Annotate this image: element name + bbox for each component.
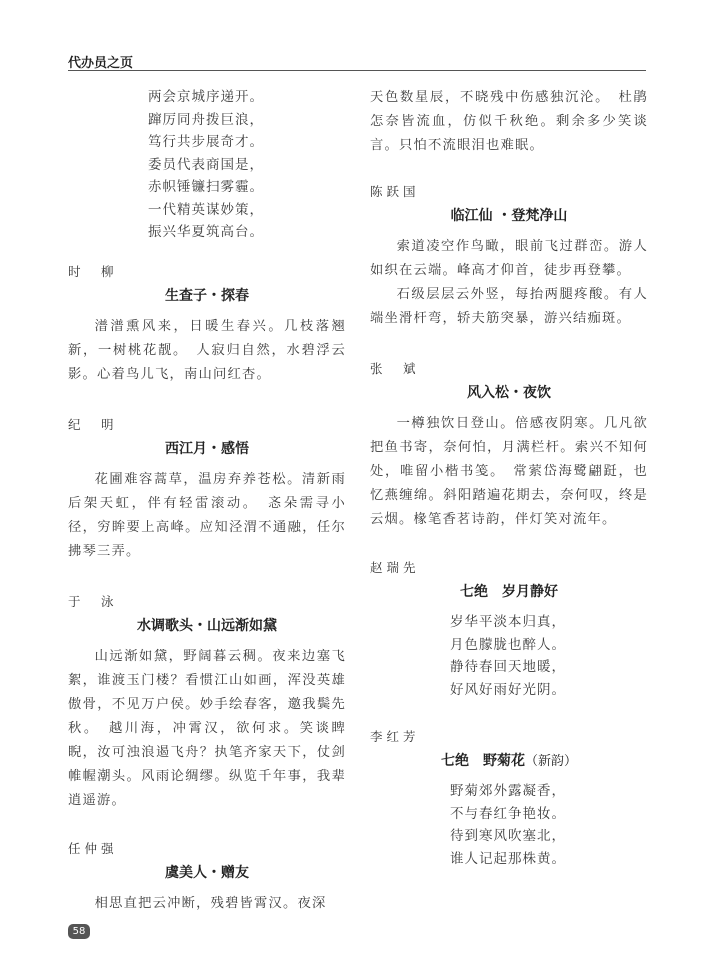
right-column [370, 86, 648, 870]
poem-body [68, 892, 346, 916]
poem-line: 一代精英谋妙策， [148, 201, 264, 218]
poem-line: 岁华平淡本归真， [450, 614, 566, 630]
poem-line: 笃行共步展奇才。 [148, 134, 264, 150]
author-name: 赵瑞先 [370, 560, 420, 575]
poem-body [68, 645, 346, 813]
author-name: 于 泳 [68, 593, 118, 609]
author-name: 任仲强 [68, 840, 118, 856]
poem-paragraph: 索道凌空作鸟瞰，眼前飞过群峦。游人如织在云端。峰高才仰首，徒步再登攀。 [370, 239, 648, 278]
poem-body [68, 315, 346, 387]
poem-title-text: 七绝 野菊花 [440, 753, 525, 769]
author-name: 时 柳 [68, 263, 118, 279]
poem-line: 不与春红争艳妆。 [450, 805, 566, 822]
poem-paragraph: 潽潽熏风来，日暖生春兴。几枝落翘新，一树桃花靓。 人寂归自然，水碧浮云影。心着鸟儿飞，南山问红杏。 [68, 318, 346, 382]
poem-body [370, 412, 648, 532]
poem-line: 待到寒风吹塞北， [450, 828, 566, 844]
poem-paragraph: 相思直把云冲断，残碧皆霄汉。夜深 [94, 895, 327, 911]
poem-title: 风入松・夜饮 [467, 385, 551, 401]
header-divider [68, 70, 646, 71]
poem-paragraph: 天色数星辰，不晓残中伤感独沉沦。 杜鹃怎奈皆流血，仿似千秋绝。剩余多少笑谈言。只怕不流眼泪也难眠。 [370, 90, 648, 153]
poem-line: 赤帜锤镰扫雾霾。 [148, 179, 264, 195]
poem-line: 振兴华夏筑高台。 [148, 224, 264, 240]
page-number: 58 [68, 924, 90, 939]
poem-paragraph: 一樽独饮日登山。倍感夜阴寒。几凡欲把鱼书寄，奈何怕，月满栏杆。索兴不知何处，唯留小楷书笺。 常萦岱海鹭翩跹，也忆燕缠绵。斜阳踏遍花期去，奈何叹，终是云烟。椽笔香茗诗韵，伴灯笑对流年。 [370, 416, 648, 527]
poem-line: 谁人记起那株黄。 [450, 850, 566, 867]
poem-line: 静待春回天地暖， [450, 659, 566, 675]
poem-line: 蹿厉同舟拨巨浪， [148, 111, 264, 128]
poem-title: 西江月・感悟 [165, 440, 249, 457]
poem-body [370, 780, 648, 870]
poem-line: 野菊郊外露凝香， [450, 783, 566, 799]
poem-paragraph: 花圃难容蒿草，温房弃养苍松。清新雨后架天虹，伴有轻雷滚动。 忞朵需寻小径，穷眸要上高峰。应知泾渭不通融，任尔拂琴三弄。 [68, 471, 346, 559]
poem-continuation [370, 86, 648, 158]
poem-title: 临江仙 ・登梵净山 [450, 208, 568, 224]
author-name: 陈跃国 [370, 184, 420, 199]
poem-line: 好风好雨好光阴。 [450, 681, 566, 698]
poem-subtitle: （新韵） [524, 754, 577, 769]
poem-line: 两会京城序递开。 [148, 89, 264, 105]
poem-title [370, 748, 648, 774]
poem-line: 委员代表商国是， [148, 156, 264, 173]
poem-body [370, 235, 648, 331]
poem-line: 月色朦胧也醉人。 [450, 636, 566, 653]
poem-paragraph: 山远渐如黛，野阔暮云稠。夜来边塞飞絮，谁渡玉门楼？看惯江山如画，浑没英雄傲骨，不见万户侯。妙手绘春客，邀我鬓先秋。 越川海，冲霄汉，欲何求。笑谈睥睨，汝可浊浪遏飞舟？执笔齐家天下，仗剑帷幄潮头。风雨论绸缪。纵览千年事，我辈逍遥游。 [68, 648, 346, 808]
poem-title: 七绝 岁月静好 [460, 584, 558, 600]
left-column [68, 86, 346, 916]
poem-title: 水调歌头・山远渐如黛 [137, 617, 277, 634]
poem-title: 虞美人・赠友 [165, 864, 249, 881]
poem-title: 生查子・探春 [165, 287, 249, 304]
poem-body [370, 611, 648, 701]
poem-body [68, 468, 346, 564]
author-name: 张 斌 [370, 361, 420, 376]
poem-paragraph: 石级层层云外竖，每抬两腿疼酸。有人端坐滑杆弯，轿夫筋突暴，游兴结痂斑。 [370, 287, 648, 326]
author-name: 李红芳 [370, 729, 420, 744]
author-name: 纪 明 [68, 416, 118, 432]
intro-poem [68, 86, 346, 244]
section-header: 代办员之页 [68, 56, 134, 71]
